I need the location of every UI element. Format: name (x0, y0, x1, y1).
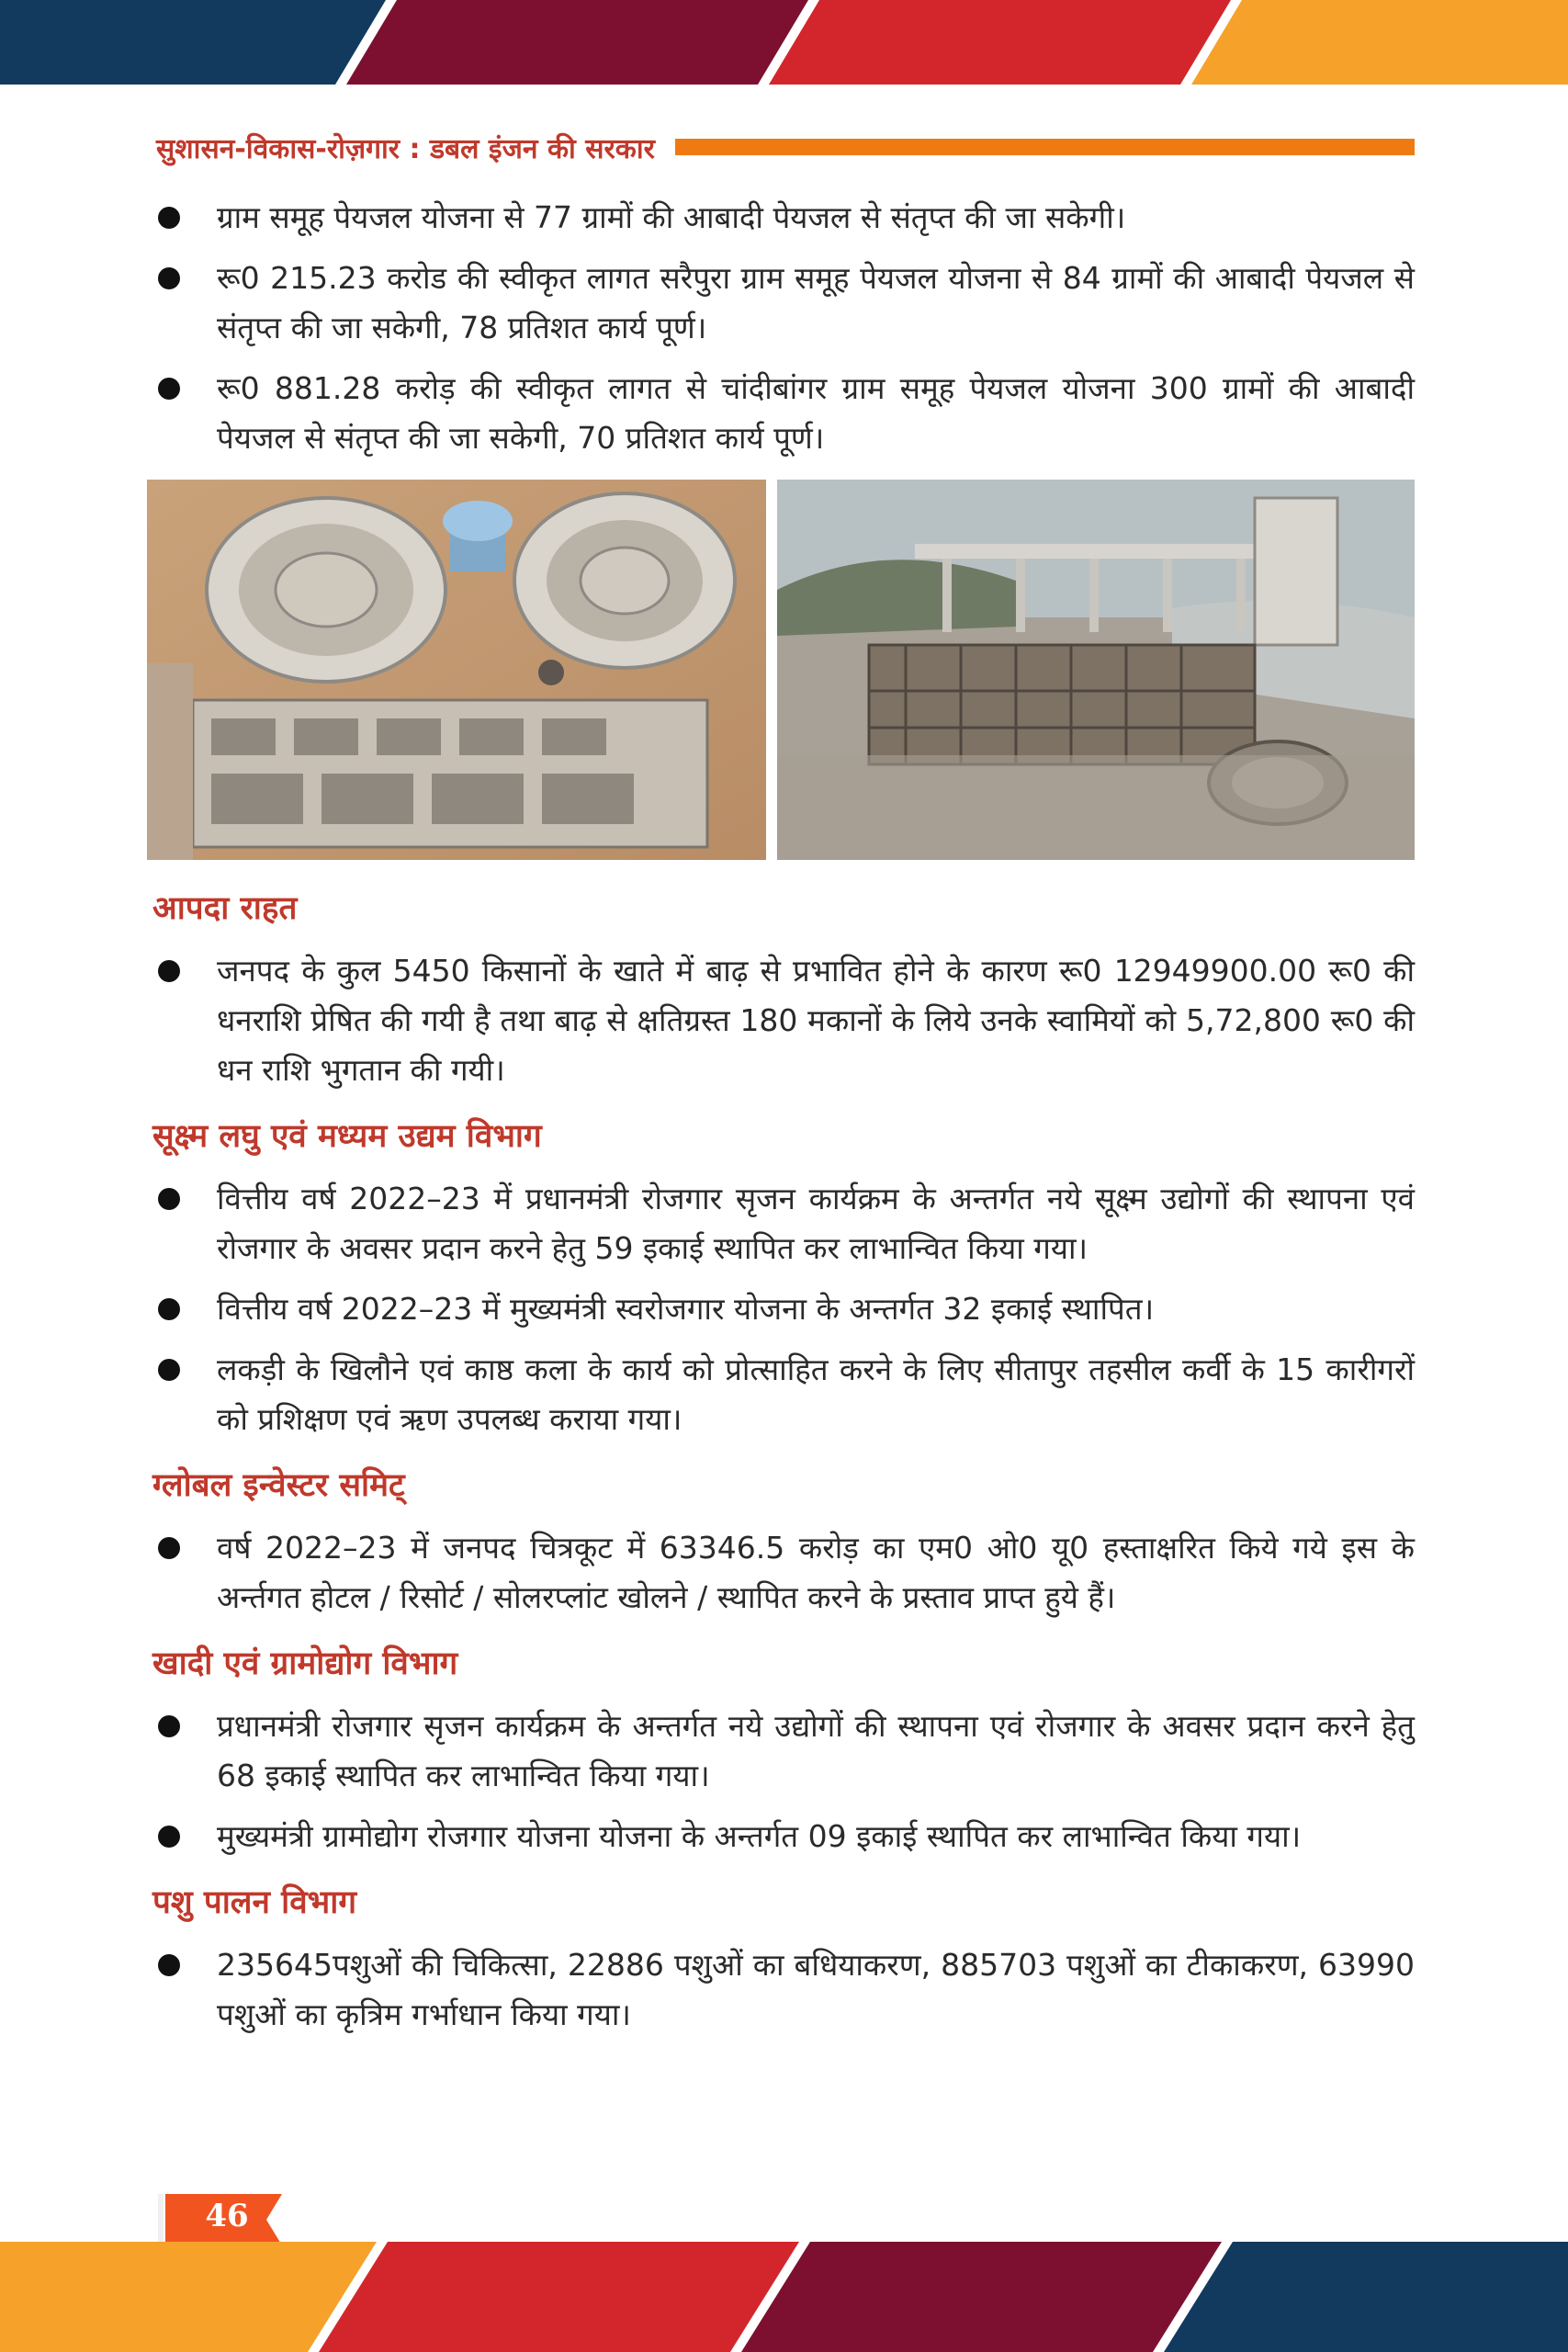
list-item: वित्तीय वर्ष 2022–23 में मुख्यमंत्री स्वरोजगार योजना के अन्तर्गत 32 इकाई स्थापित। (147, 1284, 1415, 1334)
bottom-band-graphic (0, 2242, 1568, 2352)
section-title-msme: सूक्ष्म लघु एवं मध्यम उद्यम विभाग (152, 1117, 542, 1155)
running-title: सुशासन-विकास-रोज़गार : डबल इंजन की सरकार (156, 132, 655, 165)
page-number: 46 (205, 2198, 249, 2234)
bottom-color-band (0, 2242, 1568, 2352)
list-item: जनपद के कुल 5450 किसानों के खाते में बाढ़ से प्रभावित होने के कारण रू0 12949900.00 रू0 की धनराशि प्रेषित की गयी है तथा बाढ़ से क्षतिग्रस्त 180 मकानों के लिये उनके स्वामियों को 5,72,800 रू0 की धन राशि भुगतान की गयी। (147, 946, 1415, 1095)
intake-well-construction-photo (777, 480, 1415, 860)
water-treatment-plant-photo (147, 480, 766, 860)
list-item: मुख्यमंत्री ग्रामोद्योग रोजगार योजना योजना के अन्तर्गत 09 इकाई स्थापित कर लाभान्वित किया गया। (147, 1812, 1415, 1861)
photo-row (147, 480, 1415, 860)
page-number-tab (158, 2194, 287, 2245)
list-item: प्रधानमंत्री रोजगार सृजन कार्यक्रम के अन्तर्गत नये उद्योगों की स्थापना एवं रोजगार के अवसर प्रदान करने हेतु 68 इकाई स्थापित कर लाभान्वित किया गया। (147, 1702, 1415, 1801)
investor-summit-list (147, 1523, 1415, 1623)
header-rule (675, 139, 1415, 155)
section-title-global-investor-summit: ग्लोबल इन्वेस्टर समिट् (152, 1466, 405, 1504)
intro-bullet-list (147, 193, 1415, 463)
list-item: वित्तीय वर्ष 2022–23 में प्रधानमंत्री रोजगार सृजन कार्यक्रम के अन्तर्गत नये सूक्ष्म उद्योगों की स्थापना एवं रोजगार के अवसर प्रदान करने हेतु 59 इकाई स्थापित कर लाभान्वित किया गया। (147, 1174, 1415, 1273)
page-content (147, 193, 1415, 2051)
list-item: लकड़ी के खिलौने एवं काष्ठ कला के कार्य को प्रोत्साहित करने के लिए सीतापुर तहसील कर्वी के 15 कारीगरों को प्रशिक्षण एवं ऋण उपलब्ध कराया गया। (147, 1345, 1415, 1444)
list-item: 235645पशुओं की चिकित्सा, 22886 पशुओं का बधियाकरण, 885703 पशुओं का टीकाकरण, 63990 पशुओं का कृत्रिम गर्भाधान किया गया। (147, 1940, 1415, 2040)
section-title-animal-husbandry: पशु पालन विभाग (152, 1883, 357, 1921)
section-title-disaster-relief: आपदा राहत (152, 889, 298, 927)
list-item: रू0 881.28 करोड़ की स्वीकृत लागत से चांदीबांगर ग्राम समूह पेयजल योजना 300 ग्रामों की आबादी पेयजल से संतृप्त की जा सकेगी, 70 प्रतिशत कार्य पूर्ण। (147, 364, 1415, 463)
top-color-band (0, 0, 1568, 85)
list-item: ग्राम समूह पेयजल योजना से 77 ग्रामों की आबादी पेयजल से संतृप्त की जा सकेगी। (147, 193, 1415, 243)
section-title-khadi-village-industries: खादी एवं ग्रामोद्योग विभाग (152, 1645, 458, 1682)
top-band-graphic (0, 0, 1568, 85)
running-header (156, 129, 1415, 165)
animal-husbandry-list (147, 1940, 1415, 2040)
list-item: वर्ष 2022–23 में जनपद चित्रकूट में 63346.5 करोड़ का एम0 ओ0 यू0 हस्ताक्षरित किये गये इस के अर्न्तगत होटल / रिसोर्ट / सोलरप्लांट खोलने / स्थापित करने के प्रस्ताव प्राप्त हुये हैं। (147, 1523, 1415, 1623)
khadi-list (147, 1702, 1415, 1861)
list-item: रू0 215.23 करोड की स्वीकृत लागत सरैपुरा ग्राम समूह पेयजल योजना से 84 ग्रामों की आबादी पेयजल से संतृप्त की जा सकेगी, 78 प्रतिशत कार्य पूर्ण। (147, 254, 1415, 353)
msme-list (147, 1174, 1415, 1444)
disaster-relief-list (147, 946, 1415, 1095)
